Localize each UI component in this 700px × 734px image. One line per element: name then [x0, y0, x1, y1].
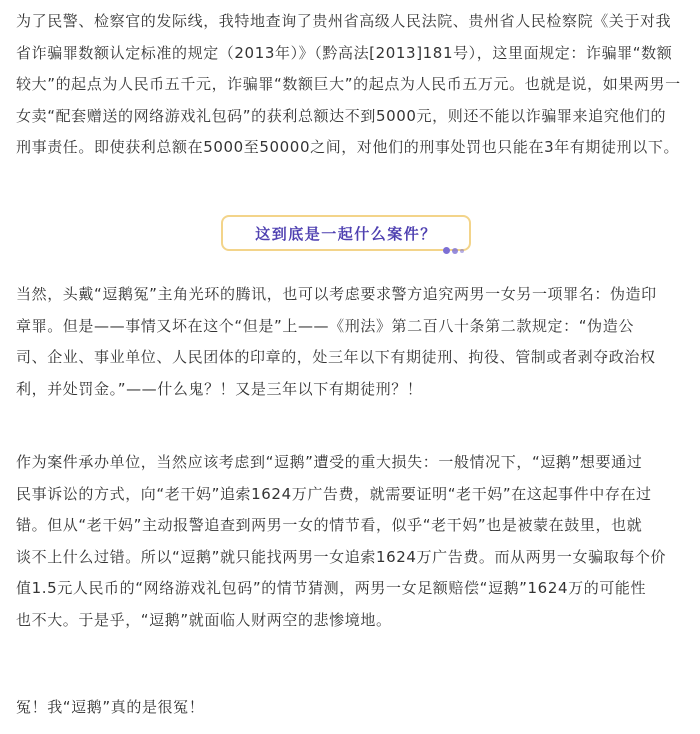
paragraph-line: 冤！我“逗鹅”真的是很冤！: [16, 698, 205, 716]
paragraph-line: 利，并处罚金。”——什么鬼？！又是三年以下有期徒刑？！: [16, 379, 423, 398]
paragraph-3: [16, 447, 688, 636]
section-heading-box: [221, 215, 471, 251]
paragraph-1: [16, 6, 688, 164]
paragraph-line: 刑事责任。即使获利总额在5000至50000之间，对他们的刑事处罚也只能在3年有期徒刑以下。: [16, 138, 680, 156]
section-heading: [221, 215, 475, 255]
paragraph-line: 谈不上什么过错。所以“逗鹅”就只能找两男一女追索1624万广告费。而从两男一女骗取每个价: [16, 547, 667, 566]
paragraph-line: 较大”的起点为人民币五千元，诈骗罪“数额巨大”的起点为人民币五万元。也就是说，如果两男一: [16, 75, 681, 93]
paragraph-line: 值1.5元人民币的“网络游戏礼包码”的情节猜测，两男一女足额赔偿“逗鹅”1624万的可能性: [16, 579, 647, 597]
paragraph-line: 省诈骗罪数额认定标准的规定（2013年）》（黔高法[2013]181号），这里面规定：诈骗罪“数额: [16, 43, 673, 62]
paragraph-4: [16, 692, 688, 724]
paragraph-line: 司、企业、事业单位、人民团体的印章的，处三年以下有期徒刑、拘役、管制或者剥夺政治权: [16, 348, 656, 366]
paragraph-line: 也不大。于是乎，“逗鹅”就面临人财两空的悲惨境地。: [16, 610, 392, 629]
paragraph-line: 女卖“配套赠送的网络游戏礼包码”的获利总额达不到5000元，则还不能以诈骗罪来追究他们的: [16, 106, 667, 125]
decorative-dot-icon: [452, 248, 458, 254]
paragraph-2: [16, 279, 688, 405]
paragraph-line: 当然，头戴“逗鹅冤”主角光环的腾讯，也可以考虑要求警方追究两男一女另一项罪名：伪造印: [16, 285, 657, 303]
paragraph-line: 民事诉讼的方式，向“老干妈”追索1624万广告费，就需要证明“老干妈”在这起事件中存在过: [16, 484, 652, 503]
decorative-dots-icon: [443, 247, 450, 254]
paragraph-line: 为了民警、检察官的发际线，我特地查询了贵州省高级人民法院、贵州省人民检察院《关于对我: [16, 12, 672, 30]
paragraph-line: 错。但从“老干妈”主动报警追查到两男一女的情节看，似乎“老干妈”也是被蒙在鼓里，也就: [16, 516, 643, 534]
decorative-dot-icon: [460, 249, 464, 253]
paragraph-line: 作为案件承办单位，当然应该考虑到“逗鹅”遭受的重大损失：一般情况下，“逗鹅”想要通过: [16, 453, 643, 471]
section-heading-text: 这到底是一起什么案件？: [255, 224, 437, 243]
paragraph-line: 章罪。但是——事情又坏在这个“但是”上——《刑法》第二百八十条第二款规定：“伪造公: [16, 316, 634, 335]
